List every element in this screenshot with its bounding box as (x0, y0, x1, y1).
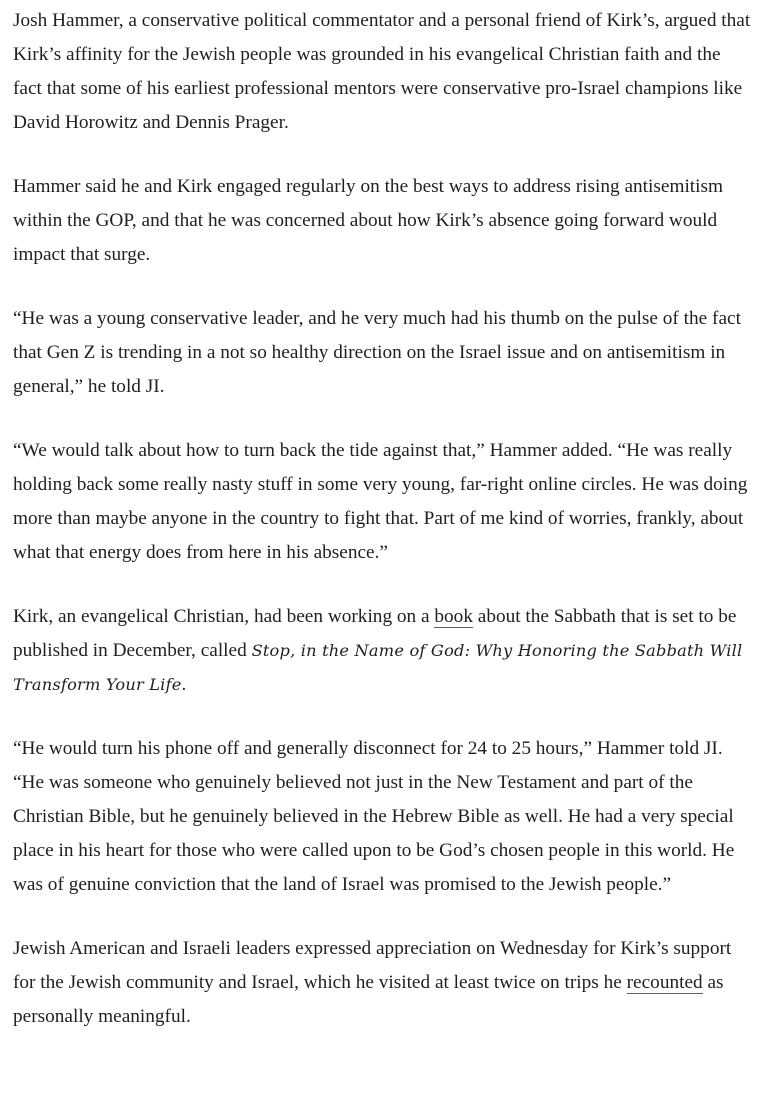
paragraph-hammer-intro: Josh Hammer, a conservative political commentator and a personal friend of Kirk’s, argued that Kirk’s affinity for the Jewish people was grounded in his evangelical Christian faith and the fact that some of his earliest professional mentors were conservative pro-Israel champions like David Horowitz and Dennis Prager. (13, 10, 751, 133)
book-title: Stop, in the Name of God: Why Honoring the Sabbath Will Transform Your Life (13, 641, 743, 694)
paragraph-quote-tide: “We would talk about how to turn back the tide against that,” Hammer added. “He was really holding back some really nasty stuff in some very young, far-right online circles. He was doing more than maybe anyone in the country to fight that. Part of me kind of worries, frankly, about what that energy does from here in his absence.” (13, 440, 748, 563)
leaders-text-after: as personally meaningful. (13, 972, 724, 1027)
paragraph-antisemitism-gop: Hammer said he and Kirk engaged regularly on the best ways to address rising antisemitism within the GOP, and that he was concerned about how Kirk’s absence going forward would impact that surge. (13, 176, 724, 265)
paragraph-leaders-appreciation (13, 932, 753, 1034)
book-link[interactable]: book (434, 606, 473, 627)
sabbath-text-before: Kirk, an evangelical Christian, had been working on a (13, 606, 435, 627)
paragraph-sabbath-book (13, 600, 753, 702)
paragraph-quote-phone-off: “He would turn his phone off and generally disconnect for 24 to 25 hours,” Hammer told JI. “He was someone who genuinely believed not just in the New Testament and part of the Christian Bible, but he genuinely believed in the Hebrew Bible as well. He had a very special place in his heart for those who were called upon to be God’s chosen people in this world. He was of genuine conviction that the land of Israel was promised to the Jewish people.” (13, 738, 735, 895)
article-body (13, 4, 753, 1034)
sabbath-text-after: about the Sabbath that is set to be published in December, called (13, 606, 737, 661)
sabbath-text-end: . (181, 674, 187, 695)
leaders-text-before: Jewish American and Israeli leaders expressed appreciation on Wednesday for Kirk’s support for the Jewish community and Israel, which he visited at least twice on trips he (13, 938, 732, 993)
paragraph-quote-gen-z: “He was a young conservative leader, and he very much had his thumb on the pulse of the fact that Gen Z is trending in a not so healthy direction on the Israel issue and on antisemitism in general,” he told JI. (13, 308, 741, 397)
recounted-link[interactable]: recounted (626, 972, 703, 993)
